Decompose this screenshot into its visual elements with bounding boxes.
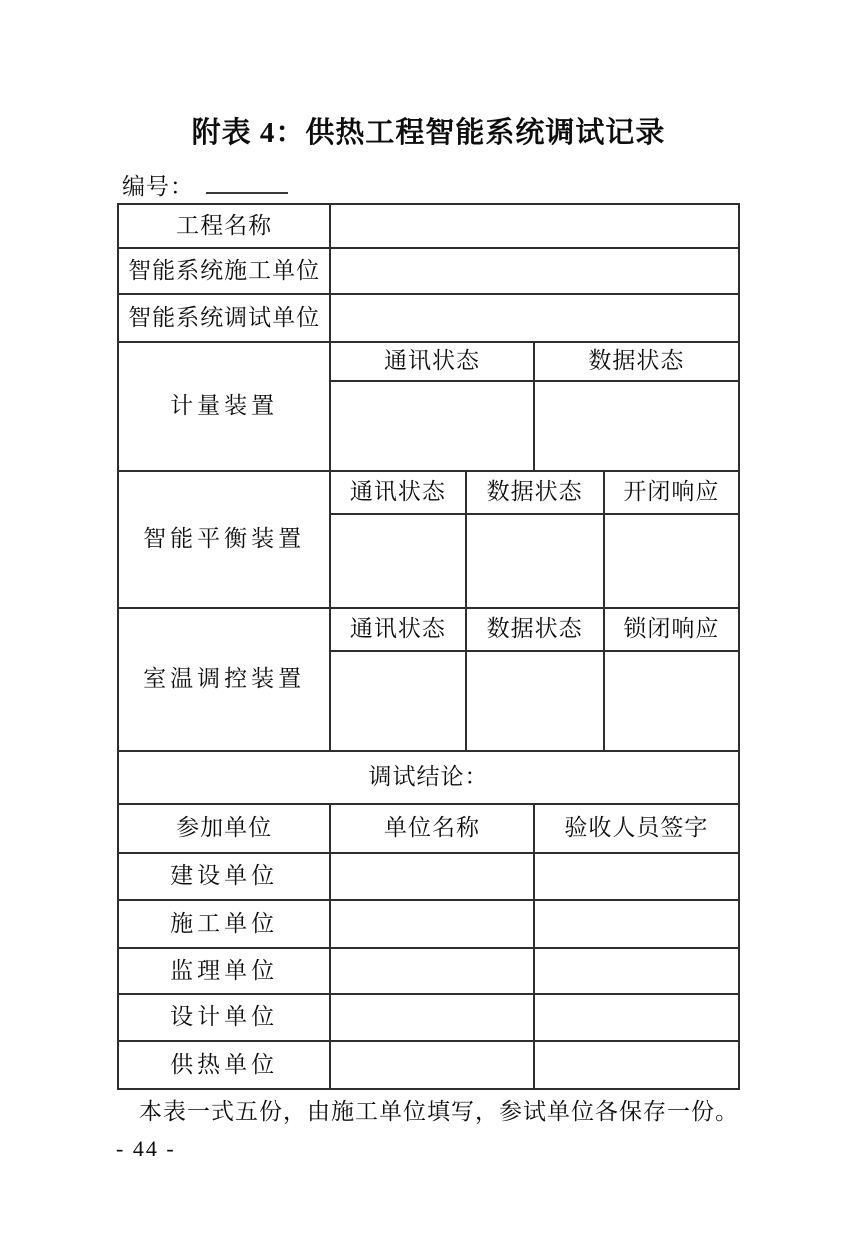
- system-construction-unit-value-blank: [330, 248, 739, 294]
- metering-data-status-header: 数据状态: [534, 342, 739, 381]
- construction-unit-label: 施工单位: [118, 900, 330, 948]
- table-row: [118, 204, 739, 248]
- room-temp-data-status-blank: [466, 651, 604, 751]
- heating-unit-label: 供热单位: [118, 1041, 330, 1089]
- system-commissioning-unit-label: 智能系统调试单位: [118, 294, 330, 342]
- development-unit-label: 建设单位: [118, 853, 330, 900]
- balancing-comm-status-header: 通讯状态: [330, 471, 465, 514]
- design-unit-name-blank: [330, 994, 533, 1041]
- room-temp-lock-response-blank: [604, 651, 739, 751]
- development-unit-signature-blank: [534, 853, 739, 900]
- table-row: [118, 342, 739, 381]
- page-number: - 44 -: [116, 1136, 176, 1161]
- room-temp-comm-status-header: 通讯状态: [330, 608, 465, 651]
- project-name-value-blank: [330, 204, 739, 248]
- table-row: [118, 900, 739, 948]
- table-row: [118, 751, 739, 804]
- balancing-open-close-response-header: 开闭响应: [604, 471, 739, 514]
- participating-unit-header: 参加单位: [118, 804, 330, 853]
- metering-comm-status-header: 通讯状态: [330, 342, 533, 381]
- table-row: [118, 804, 739, 853]
- table-row: [118, 248, 739, 294]
- supervision-unit-signature-blank: [534, 948, 739, 994]
- acceptor-signature-header: 验收人员签字: [534, 804, 739, 853]
- room-temp-device-label: 室温调控装置: [118, 608, 330, 751]
- serial-number-line: [122, 168, 288, 201]
- construction-unit-signature-blank: [534, 900, 739, 948]
- construction-unit-name-blank: [330, 900, 533, 948]
- table-row: [118, 948, 739, 994]
- room-temp-lock-response-header: 锁闭响应: [604, 608, 739, 651]
- balancing-device-label: 智能平衡装置: [118, 471, 330, 608]
- page-title: 附表 4：供热工程智能系统调试记录: [191, 117, 666, 149]
- table-row: [118, 853, 739, 900]
- unit-name-header: 单位名称: [330, 804, 533, 853]
- development-unit-name-blank: [330, 853, 533, 900]
- metering-comm-status-blank: [330, 381, 533, 471]
- system-construction-unit-label: 智能系统施工单位: [118, 248, 330, 294]
- table-row: [118, 471, 739, 514]
- supervision-unit-name-blank: [330, 948, 533, 994]
- serial-number-label: 编号：: [122, 174, 194, 199]
- footer-note: 本表一式五份，由施工单位填写，参试单位各保存一份。: [139, 1099, 739, 1124]
- heating-unit-signature-blank: [534, 1041, 739, 1089]
- table-row: [118, 294, 739, 342]
- commissioning-form-table: [117, 203, 740, 1090]
- project-name-label: 工程名称: [118, 204, 330, 248]
- design-unit-label: 设计单位: [118, 994, 330, 1041]
- supervision-unit-label: 监理单位: [118, 948, 330, 994]
- balancing-data-status-header: 数据状态: [466, 471, 604, 514]
- metering-device-label: 计量装置: [118, 342, 330, 471]
- room-temp-comm-status-blank: [330, 651, 465, 751]
- table-row: [118, 994, 739, 1041]
- serial-number-underline: [206, 171, 288, 194]
- system-commissioning-unit-value-blank: [330, 294, 739, 342]
- conclusion-label: 调试结论：: [118, 751, 739, 804]
- table-row: [118, 608, 739, 651]
- balancing-comm-status-blank: [330, 514, 465, 608]
- table-row: [118, 1041, 739, 1089]
- room-temp-data-status-header: 数据状态: [466, 608, 604, 651]
- heating-unit-name-blank: [330, 1041, 533, 1089]
- metering-data-status-blank: [534, 381, 739, 471]
- balancing-data-status-blank: [466, 514, 604, 608]
- design-unit-signature-blank: [534, 994, 739, 1041]
- balancing-open-close-response-blank: [604, 514, 739, 608]
